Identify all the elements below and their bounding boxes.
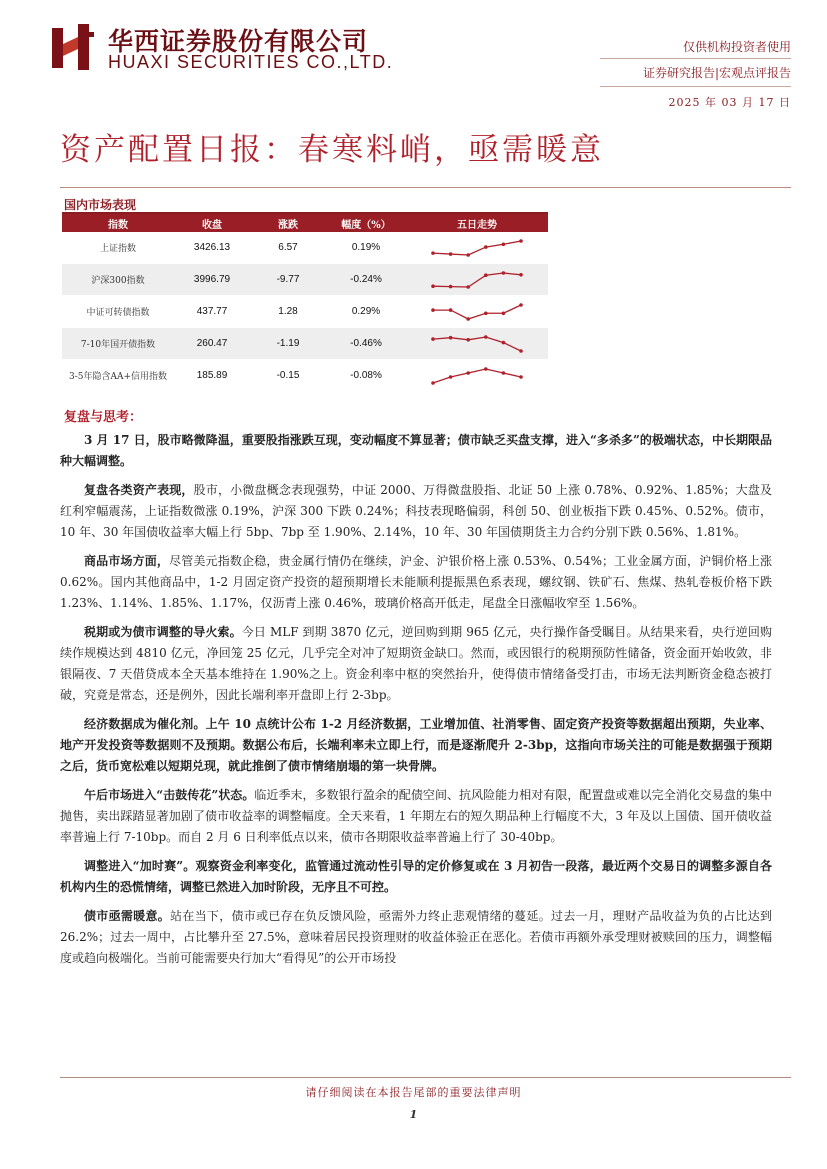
header-divider-2: [600, 86, 791, 87]
index-change: -9.77: [250, 264, 326, 296]
review-heading: 复盘与思考：: [64, 410, 143, 425]
index-pct: -0.46%: [326, 328, 406, 360]
paragraph-text: 站在当下，债市或已存在负反馈风险，亟需外力终止悲观情绪的蔓延。过去一月，理财产品收益为负的占比达到 26.2%；过去一周中，占比攀升至 27.5%，意味着居民投资理财的收益体验正在恶化。若债市再额外承受理财被赎回的压力，调整幅度或趋向极端化。当前可能需要央行加大“看得见”的公开市场投: [60, 909, 772, 965]
index-name: 中证可转债指数: [62, 296, 174, 328]
paragraph-lead: 债市亟需暖意。: [84, 909, 171, 923]
index-change: 1.28: [250, 296, 326, 328]
sparkline-point: [449, 284, 453, 288]
sparkline-point: [431, 381, 435, 385]
index-change: 6.57: [250, 232, 326, 264]
sparkline-point: [431, 308, 435, 312]
sparkline-point: [502, 340, 506, 344]
index-pct: -0.08%: [326, 360, 406, 392]
sparkline-point: [484, 335, 488, 339]
footer-divider: [60, 1077, 791, 1078]
sparkline-path: [433, 305, 521, 319]
index-close: 3996.79: [174, 264, 250, 296]
trend-cell: [406, 296, 548, 328]
sparkline-point: [466, 285, 470, 289]
sparkline-point: [466, 317, 470, 321]
index-name: 上证指数: [62, 232, 174, 264]
sparkline-point: [502, 271, 506, 275]
sparkline-point: [519, 303, 523, 307]
paragraph: [60, 430, 772, 472]
sparkline-point: [519, 375, 523, 379]
paragraph-text: 3 月 17 日，股市略微降温，重要股指涨跌互现，变动幅度不算显著；债市缺乏买盘支撑，进入“多杀多”的极端状态，中长期限品种大幅调整。: [60, 433, 772, 468]
market-table: [62, 214, 548, 392]
table-row: [62, 296, 548, 328]
sparkline-point: [449, 308, 453, 312]
paragraph-text: 经济数据成为催化剂。上午 10 点统计公布 1-2 月经济数据，工业增加值、社消零售、固定资产投资等数据超出预期，失业率、地产开发投资等数据则不及预期。数据公布后，长端利率未立即上行，而是逐渐爬升 2-3bp，这指向市场关注的可能是数据强于预期之后，货币宽松难以短期兑现，就此推倒了债市情绪崩塌的第一块骨牌。: [60, 717, 772, 773]
paragraph-lead: 复盘各类资产表现，: [84, 483, 194, 497]
index-name: 3-5年隐含AA+信用指数: [62, 360, 174, 392]
index-close: 260.47: [174, 328, 250, 360]
sparkline: [429, 365, 525, 387]
sparkline-point: [449, 252, 453, 256]
index-close: 185.89: [174, 360, 250, 392]
legal-notice: 请仔细阅读在本报告尾部的重要法律声明: [305, 1086, 522, 1099]
trend-cell: [406, 360, 548, 392]
sparkline: [429, 333, 525, 355]
sparkline-path: [433, 337, 521, 351]
index-pct: 0.19%: [326, 232, 406, 264]
sparkline-point: [466, 338, 470, 342]
index-close: 437.77: [174, 296, 250, 328]
index-name: 沪深300指数: [62, 264, 174, 296]
paragraph-lead: 税期或为债市调整的导火索。: [84, 625, 242, 639]
column-header: 涨跌: [250, 214, 326, 232]
title-divider: [60, 187, 791, 188]
header-divider: [600, 58, 791, 59]
sparkline-point: [431, 284, 435, 288]
table-row: [62, 328, 548, 360]
review-body: [60, 430, 772, 977]
table-row: [62, 264, 548, 296]
paragraph-text: 调整进入“加时赛”。观察资金利率变化，监管通过流动性引导的定价修复或在 3 月初告一段落，最近两个交易日的调整多源自各机构内生的恐慌情绪，调整已然进入加时阶段，无序且不可控。: [60, 859, 772, 894]
trend-cell: [406, 232, 548, 264]
sparkline-point: [502, 242, 506, 246]
sparkline-point: [466, 253, 470, 257]
paragraph: [60, 714, 772, 777]
sparkline-point: [466, 371, 470, 375]
paragraph: [60, 906, 772, 969]
trend-cell: [406, 264, 548, 296]
sparkline: [429, 301, 525, 323]
sparkline-point: [484, 367, 488, 371]
index-pct: 0.29%: [326, 296, 406, 328]
sparkline-path: [433, 273, 521, 287]
sparkline-path: [433, 369, 521, 383]
paragraph: [60, 480, 772, 543]
sparkline-point: [484, 245, 488, 249]
paragraph-lead: 商品市场方面，: [84, 554, 170, 568]
sparkline: [429, 269, 525, 291]
paragraph-text: 今日 MLF 到期 3870 亿元，逆回购到期 965 亿元，央行操作备受瞩目。从结果来看，央行逆回购续作规模达到 4810 亿元，净回笼 25 亿元，几乎完全对冲了短期资金缺口。然而，或因银行的税期预防性储备，资金面开始收敛，非银隔夜、7 天借贷成本全天基本维持在 1.90%之上。资金利率中枢的突然抬升，使得债市情绪备受打击，市场无法判断资金稳态被打破，究竟是常态，还是例外，因此长端利率开盘即上行 2-3bp。: [60, 625, 772, 702]
sparkline-point: [431, 251, 435, 255]
table-row: [62, 360, 548, 392]
audience-note: 仅供机构投资者使用: [682, 40, 791, 54]
index-name: 7-10年国开债指数: [62, 328, 174, 360]
paragraph: [60, 622, 772, 706]
sparkline-point: [502, 371, 506, 375]
company-name-cn: 华西证券股份有限公司: [108, 27, 369, 56]
sparkline-point: [484, 273, 488, 277]
sparkline-point: [449, 335, 453, 339]
column-header: 指数: [62, 214, 174, 232]
paragraph: [60, 785, 772, 848]
report-date: 2025 年 03 月 17 日: [668, 96, 791, 109]
sparkline-point: [519, 239, 523, 243]
report-title: 资产配置日报：春寒料峭，亟需暖意: [60, 132, 604, 168]
paragraph-lead: 午后市场进入“击鼓传花”状态。: [84, 788, 255, 802]
sparkline: [429, 237, 525, 259]
paragraph: [60, 856, 772, 898]
sparkline-point: [449, 375, 453, 379]
paragraph-text: 股市，小微盘概念表现强势，中证 2000、万得微盘股指、北证 50 上涨 0.78%、0.92%、1.85%；大盘及红利窄幅震荡，上证指数微涨 0.19%，沪深 300 下跌 0.24%；科技表现略偏弱，科创 50、创业板指下跌 0.45%、0.52%。债市，10 年、30 年国债收益率大幅上行 5bp、7bp 至 1.90%、2.14%，10 年、30 年国债期货主力合约分别下跌 0.56%、1.81%。: [60, 483, 772, 539]
market-section-label: 国内市场表现: [64, 198, 137, 212]
paragraph-text: 临近季末，多数银行盈余的配债空间、抗风险能力相对有限，配置盘或难以完全消化交易盘的集中抛售，卖出踩踏显著加剧了债市收益率的调整幅度。全天来看，1 年期左右的短久期品种上行幅度不大，3 年及以上国债、国开债收益率普遍上行 7-10bp。而自 2 月 6 日利率低点以来，债市各期限收益率普遍上行了 30-40bp。: [60, 788, 772, 844]
sparkline-point: [519, 273, 523, 277]
sparkline-path: [433, 241, 521, 255]
column-header: 幅度（%）: [326, 214, 406, 232]
huaxi-logo-icon: [52, 24, 96, 70]
trend-cell: [406, 328, 548, 360]
index-pct: -0.24%: [326, 264, 406, 296]
sparkline-point: [484, 311, 488, 315]
sparkline-point: [519, 349, 523, 353]
paragraph: [60, 551, 772, 614]
report-type: 证券研究报告|宏观点评报告: [642, 66, 791, 80]
paragraph-text: 尽管美元指数企稳，贵金属行情仍在继续，沪金、沪银价格上涨 0.53%、0.54%；工业金属方面，沪铜价格上涨 0.62%。国内其他商品中，1-2 月固定资产投资的超预期增长未能顺利提振黑色系表现，螺纹钢、铁矿石、焦煤、热轧卷板价格下跌 1.23%、1.14%、1.85%、1.17%，仅沥青上涨 0.46%，玻璃价格高开低走，尾盘全日涨幅收窄至 1.56%。: [60, 554, 772, 610]
company-name-en: HUAXI SECURITIES CO.,LTD.: [108, 52, 394, 72]
index-change: -0.15: [250, 360, 326, 392]
table-header-row: [62, 214, 548, 232]
column-header: 收盘: [174, 214, 250, 232]
sparkline-point: [502, 311, 506, 315]
table-row: [62, 232, 548, 264]
column-header: 五日走势: [406, 214, 548, 232]
index-change: -1.19: [250, 328, 326, 360]
sparkline-point: [431, 337, 435, 341]
page-number: 1: [409, 1108, 418, 1121]
index-close: 3426.13: [174, 232, 250, 264]
